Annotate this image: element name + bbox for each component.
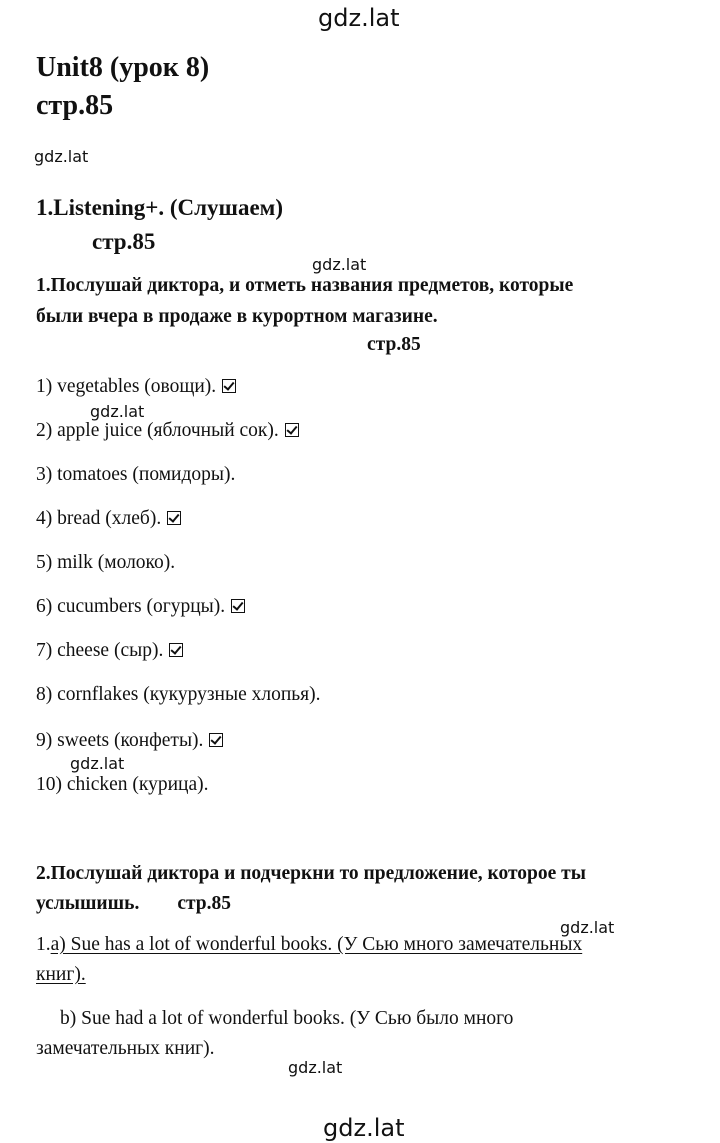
list-item xyxy=(36,596,245,618)
list-item-text: 3) tomatoes (помидоры). xyxy=(36,464,236,485)
answer-number: 1. xyxy=(36,934,51,955)
task2-instruction-text: услышишь. xyxy=(36,893,140,914)
section-title: 1.Listening+. (Слушаем) xyxy=(36,195,284,220)
list-item xyxy=(36,640,183,662)
answer-a-underlined: a) Sue has a lot of wonderful books. (У Сью много замечательных xyxy=(50,934,583,955)
watermark: gdz.lat xyxy=(34,147,89,166)
task1-page-reference: стр.85 xyxy=(367,334,421,355)
list-item-text: 5) milk (молоко). xyxy=(36,552,176,573)
list-item xyxy=(36,464,235,486)
watermark: gdz.lat xyxy=(312,255,367,274)
unit-title: Unit8 (урок 8) xyxy=(36,52,210,83)
list-item-text: 8) cornflakes (кукурузные хлопья). xyxy=(36,684,321,705)
task1-instruction-line2: были вчера в продаже в курортном магазине. xyxy=(36,306,438,327)
watermark: gdz.lat xyxy=(318,4,400,32)
task2-instruction-line1: 2.Послушай диктора и подчеркни то предложение, которое ты xyxy=(36,863,586,884)
checkbox-checked-icon xyxy=(167,511,181,525)
list-item xyxy=(36,376,236,398)
list-item-text: 4) bread (хлеб). xyxy=(36,508,162,529)
list-item xyxy=(36,684,321,706)
answer-b-line2: замечательных книг). xyxy=(36,1038,215,1059)
watermark: gdz.lat xyxy=(288,1058,343,1077)
watermark: gdz.lat xyxy=(560,918,615,937)
list-item-text: 10) chicken (курица). xyxy=(36,774,209,795)
page-reference: стр.85 xyxy=(36,90,114,121)
list-item-text: 2) apple juice (яблочный сок). xyxy=(36,420,279,441)
watermark: gdz.lat xyxy=(90,402,145,421)
checkbox-checked-icon xyxy=(285,423,299,437)
section-page-reference: стр.85 xyxy=(92,229,156,254)
answer-a-line2: книг). xyxy=(36,964,86,985)
task1-instruction-line1: 1.Послушай диктора, и отметь названия предметов, которые xyxy=(36,275,574,296)
task2-instruction-line2 xyxy=(36,893,231,915)
watermark: gdz.lat xyxy=(70,754,125,773)
list-item xyxy=(36,774,208,796)
list-item-text: 6) cucumbers (огурцы). xyxy=(36,596,226,617)
list-item xyxy=(36,552,175,574)
checkbox-checked-icon xyxy=(169,643,183,657)
checkbox-checked-icon xyxy=(209,733,223,747)
answer-a-line1 xyxy=(36,934,582,956)
list-item xyxy=(36,730,223,752)
watermark: gdz.lat xyxy=(323,1114,405,1142)
task2-page-reference: стр.85 xyxy=(177,893,232,914)
list-item-text: 1) vegetables (овощи). xyxy=(36,376,217,397)
answer-b-line1: b) Sue had a lot of wonderful books. (У Сью было много xyxy=(60,1008,514,1029)
list-item xyxy=(36,508,181,530)
list-item-text: 9) sweets (конфеты). xyxy=(36,730,204,751)
checkbox-checked-icon xyxy=(222,379,236,393)
list-item-text: 7) cheese (сыр). xyxy=(36,640,164,661)
list-item xyxy=(36,420,299,442)
checkbox-checked-icon xyxy=(231,599,245,613)
